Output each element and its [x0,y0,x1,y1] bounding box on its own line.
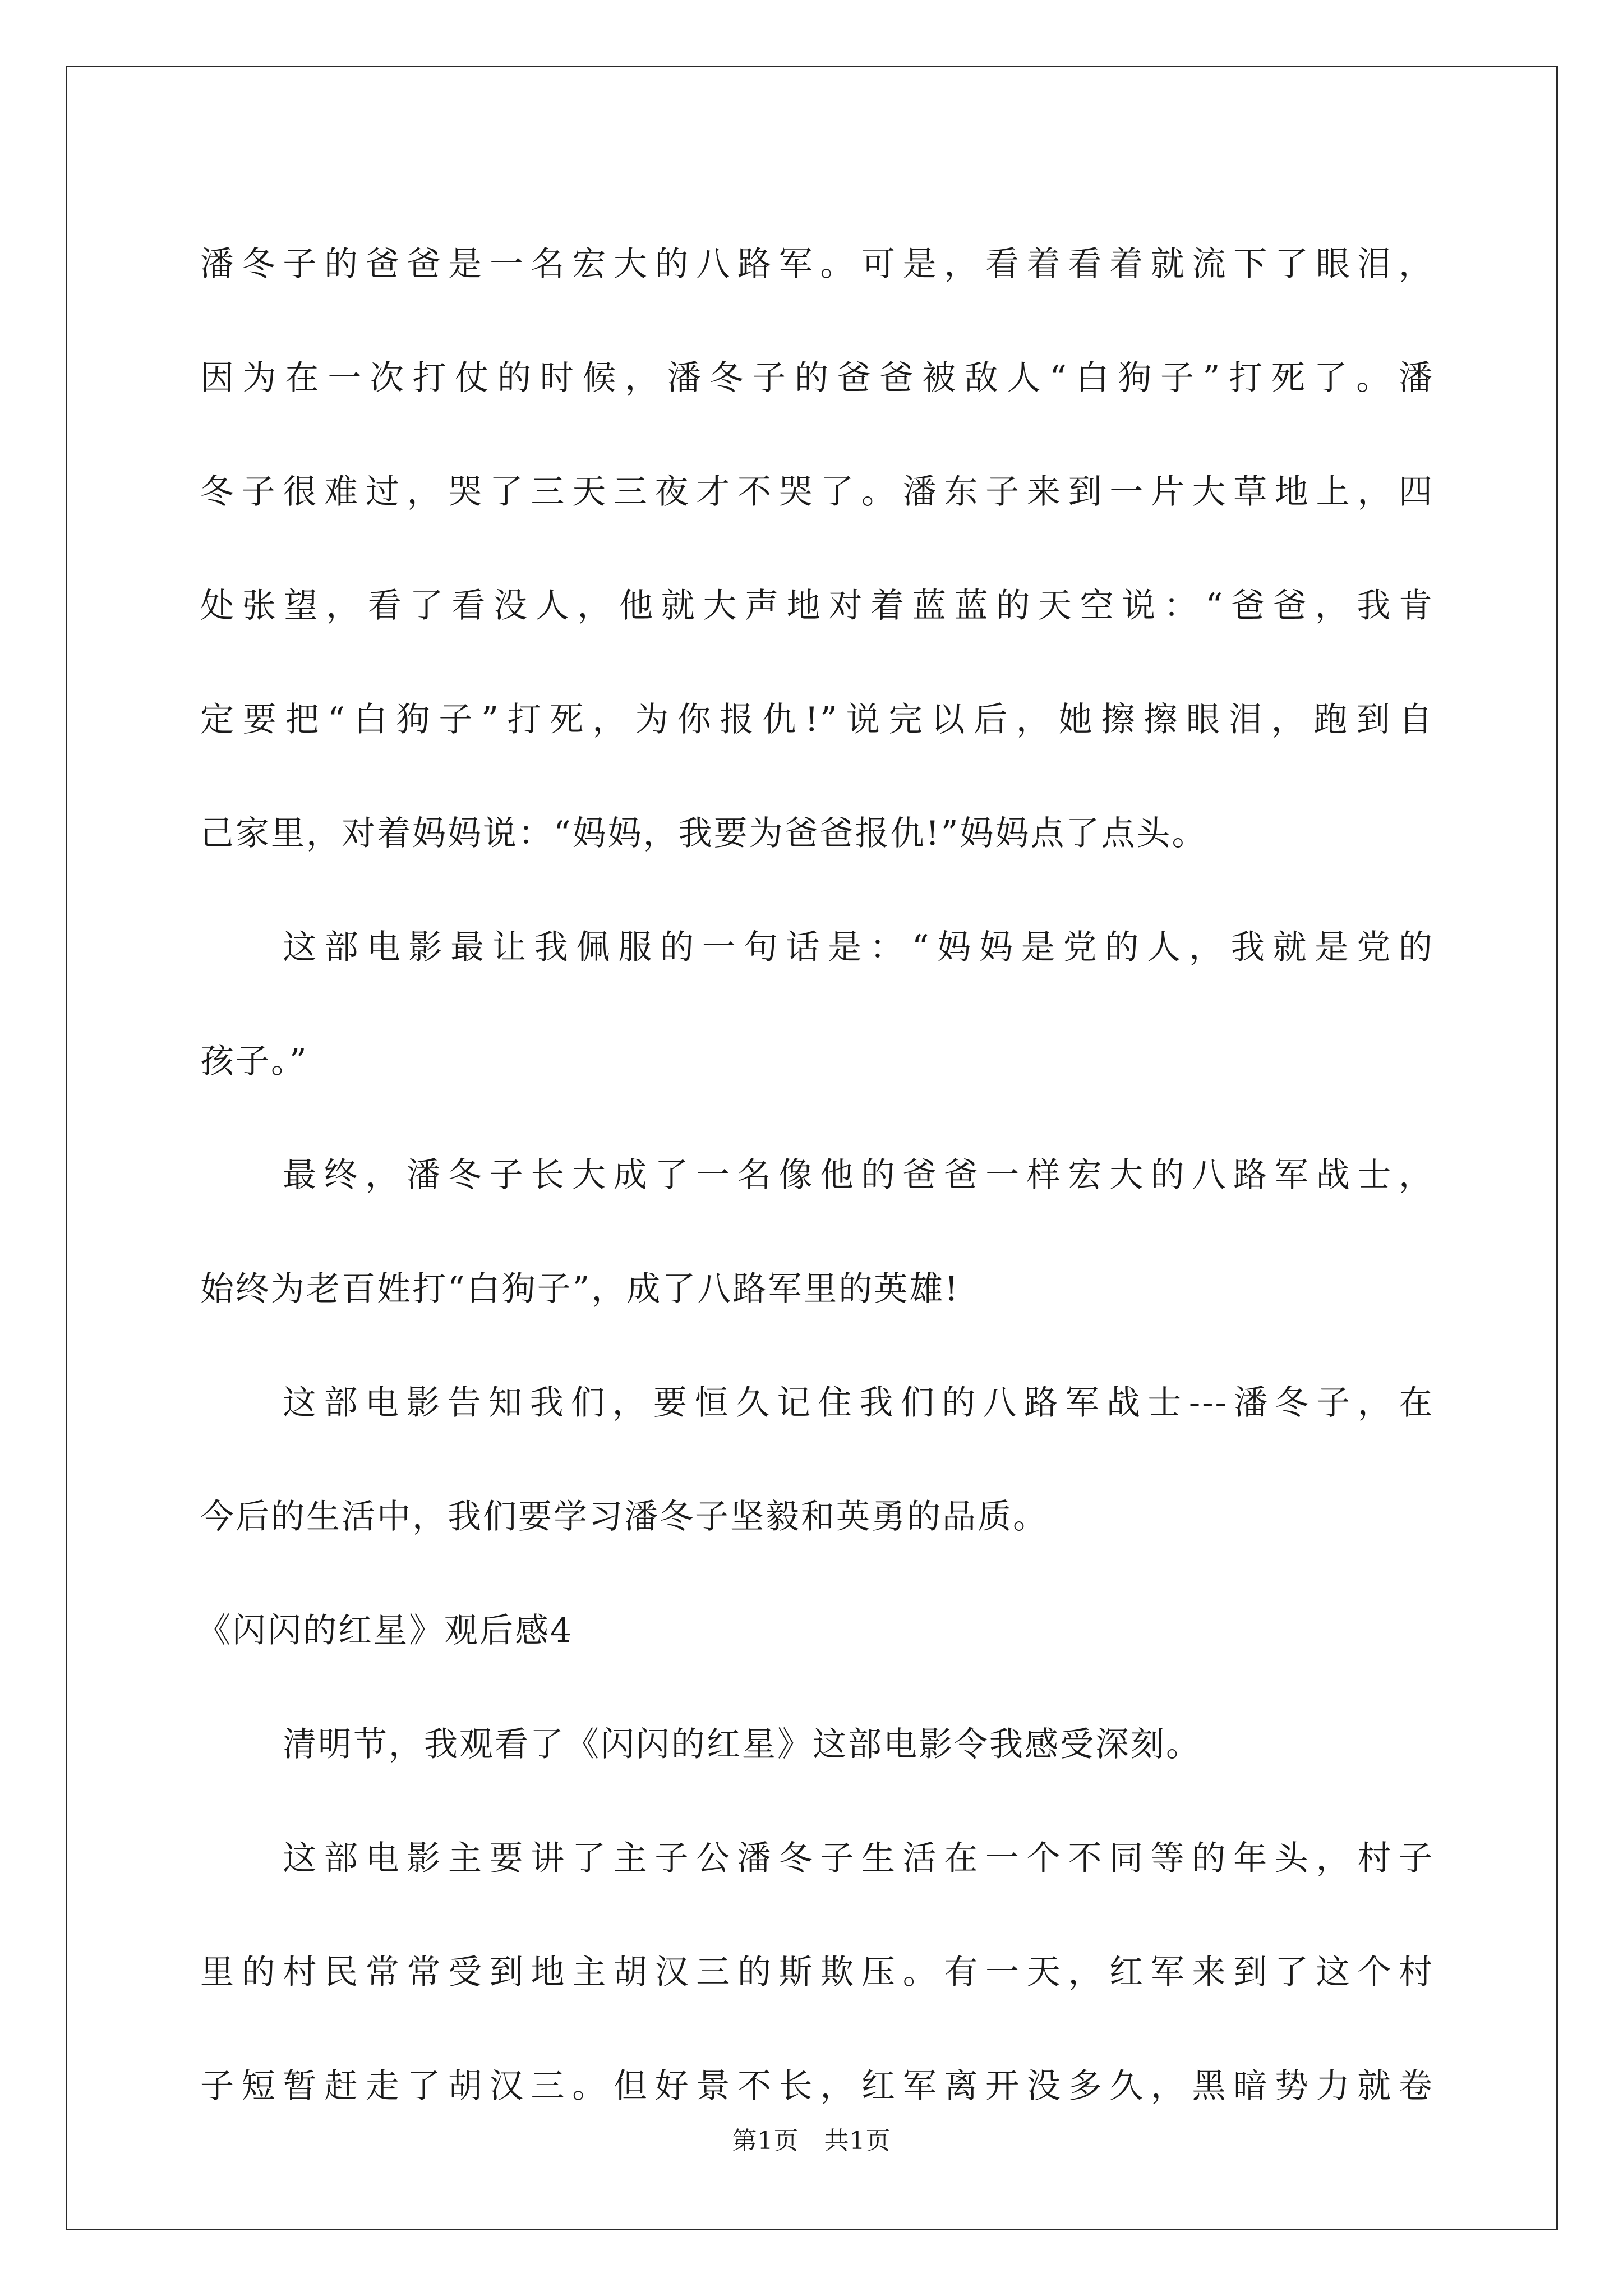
paragraph [200,1802,1434,2143]
text-line: 潘冬子的爸爸是一名宏大的八路军。可是，看着看着就流下了眼泪， [200,245,1434,284]
text-line: 这部电影主要讲了主子公潘冬子生活在一个不同等的年头，村子 [283,1839,1434,1878]
text-line: 孩子。” [200,1042,308,1081]
paragraph [200,1119,1434,1346]
text-line: 处张望，看了看没人，他就大声地对着蓝蓝的天空说：“爸爸，我肯 [200,586,1434,625]
text-line: 冬子很难过，哭了三天三夜才不哭了。潘东子来到一片大草地上，四 [200,472,1434,512]
paragraph [200,1346,1434,1574]
page-footer [0,2120,1623,2156]
text-line: 最终，潘冬子长大成了一名像他的爸爸一样宏大的八路军战士， [283,1156,1434,1195]
paragraph [200,891,1434,1119]
text-line: 这部电影告知我们，要恒久记住我们的八路军战士---潘冬子，在 [283,1383,1434,1423]
text-line: 这部电影最让我佩服的一句话是：“妈妈是党的人，我就是党的 [283,928,1434,967]
text-line: 清明节，我观看了《闪闪的红星》这部电影令我感受深刻。 [283,1725,1201,1764]
text-line: 里的村民常常受到地主胡汉三的斯欺压。有一天，红军来到了这个村 [200,1953,1434,1992]
document-body [197,208,1434,2143]
section-heading: 《闪闪的红星》观后感4 [197,1611,574,1650]
text-line: 因为在一次打仗的时候，潘冬子的爸爸被敌人“白狗子”打死了。潘 [200,358,1434,398]
page-total: 共1页 [824,2127,891,2155]
text-line: 子短暂赶走了胡汉三。但好景不长，红军离开没多久，黑暗势力就卷 [200,2067,1434,2106]
paragraph [200,1688,1434,1802]
paragraph [200,208,1434,891]
text-line: 今后的生活中，我们要学习潘冬子坚毅和英勇的品质。 [200,1497,1048,1536]
text-line: 定要把“白狗子”打死，为你报仇!”说完以后，她擦擦眼泪，跑到自 [200,700,1434,739]
text-line: 己家里，对着妈妈说：“妈妈，我要为爸爸报仇!”妈妈点了点头。 [200,814,1207,853]
text-line: 始终为老百姓打“白狗子”，成了八路军里的英雄! [200,1269,960,1309]
page-number: 第1页 [732,2127,799,2155]
